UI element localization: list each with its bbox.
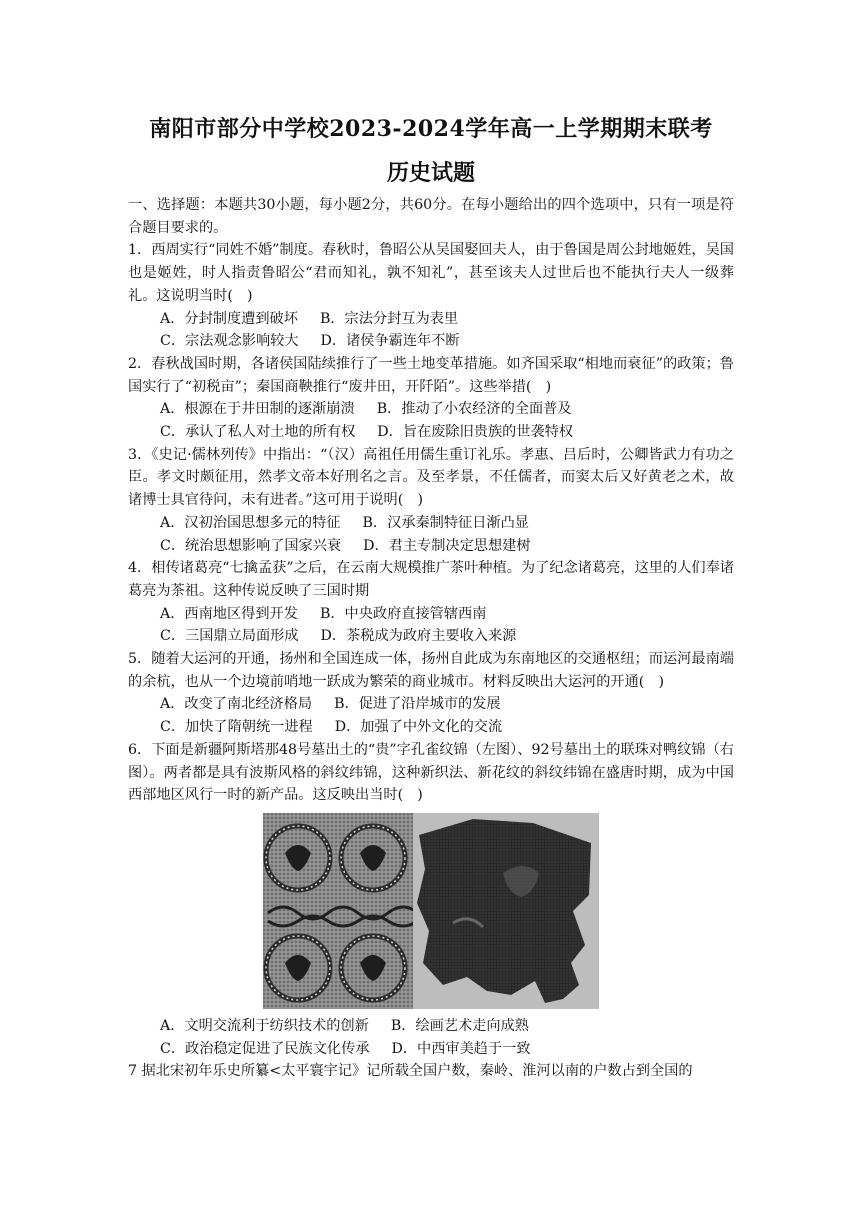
question-1: [128, 239, 734, 353]
exam-title: 南阳市部分中学校2023-2024学年高一上学期期末联考: [149, 116, 713, 142]
option-d: D．旨在废除旧贵族的世袭特权: [377, 424, 574, 441]
option-a: A．根源在于井田制的逐渐崩溃: [160, 401, 355, 418]
option-c: C．政治稳定促进了民族文化传承: [160, 1040, 370, 1057]
exam-subtitle: 历史试题: [386, 160, 475, 186]
option-b: B．推动了小农经济的全面普及: [376, 401, 572, 418]
option-a: A．汉初治国思想多元的特征: [160, 514, 341, 531]
question-5: [128, 648, 734, 739]
option-b: B．中央政府直接管辖西南: [319, 605, 487, 622]
option-c: C．承认了私人对土地的所有权: [160, 424, 356, 441]
option-b: B．促进了沿岸城市的发展: [334, 696, 501, 713]
option-c: C．统治思想影响了国家兴衰: [160, 537, 342, 554]
option-d: D．君主专制决定思想建树: [363, 537, 531, 554]
option-d: D．加强了中外文化的交流: [334, 719, 503, 736]
section-intro: 一、选择题：本题共30小题，每小题2分，共60分。在每小题给出的四个选项中，只有一项是符合题目要求的。: [128, 197, 734, 236]
question-stem: 4．相传诸葛亮“七擒孟获”之后，在云南大规模推广茶叶种植。为了纪念诸葛亮，这里的人们奉诸葛亮为茶祖。这种传说反映了三国时期: [128, 560, 734, 599]
option-c: C．三国鼎立局面形成: [160, 628, 299, 645]
question-stem: 5．随着大运河的开通，扬州和全国连成一体，扬州自此成为东南地区的交通枢纽；而运河最南端的余杭，也从一个边境前哨地一跃成为繁荣的商业城市。材料反映出大运河的开通( ): [128, 651, 734, 690]
option-d: D．中西审美趋于一致: [391, 1040, 531, 1057]
question-7-stem: 7 据北宋初年乐史所纂<太平寰宇记》记所载全国户数，秦岭、淮河以南的户数占到全国的: [128, 1063, 693, 1080]
question-6: [128, 739, 734, 1061]
question-stem: 3．《史记·儒林列传》中指出：“（汉）高祖任用儒生重订礼乐。孝惠、吕后时，公卿皆武力有功之臣。孝文时颇征用，然孝文帝本好刑名之言。及至孝景，不任儒者，而窦太后又好黄老之术，故诸博士具官待问，未有进者。”这可用于说明( ): [128, 446, 734, 509]
question-stem: 2．春秋战国时期，各诸侯国陆续推行了一些土地变革措施。如齐国采取“相地而衰征”的政策；鲁国实行了“初税亩”；秦国商鞅推行“废井田，开阡陌”。这些举措( ): [128, 355, 734, 395]
option-b: B．汉承秦制特征日渐凸显: [362, 514, 529, 531]
duck-brocade-image: [413, 813, 599, 1009]
option-a: A．文明交流利于纺织技术的创新: [160, 1017, 369, 1034]
peacock-brocade-image: [263, 813, 413, 1009]
option-d: D．茶税成为政府主要收入来源: [320, 628, 517, 645]
option-a: A．分封制度遭到破坏: [160, 310, 298, 327]
brocade-figure: [128, 813, 734, 1009]
question-3: [128, 444, 734, 558]
question-stem: 1．西周实行“同姓不婚”制度。春秋时，鲁昭公从吴国娶回夫人，由于鲁国是周公封地姬姓，吴国也是姬姓，时人指责鲁昭公“君而知礼，孰不知礼”，甚至该夫人过世后也不能执行夫人一级葬礼。这说明当时( ): [128, 242, 734, 304]
option-a: A．西南地区得到开发: [160, 605, 298, 622]
option-a: A．改变了南北经济格局: [160, 696, 313, 713]
option-b: B．绘画艺术走向成熟: [390, 1017, 529, 1034]
question-4: [128, 557, 734, 648]
option-c: C．加快了隋朝统一进程: [160, 719, 313, 736]
question-stem: 6．下面是新疆阿斯塔那48号墓出土的“贵”字孔雀纹锦（左图）、92号墓出土的联珠对鸭纹锦（右图）。两者都是具有波斯风格的斜纹纬锦，这种新织法、新花纹的斜纹纬锦在盛唐时期，成为中国西部地区风行一时的新产品。这反映出当时( ): [128, 741, 734, 804]
option-d: D．诸侯争霸连年不断: [320, 333, 460, 350]
option-b: B．宗法分封互为表里: [319, 310, 459, 327]
question-2: [128, 353, 734, 444]
option-c: C．宗法观念影响较大: [160, 333, 299, 350]
